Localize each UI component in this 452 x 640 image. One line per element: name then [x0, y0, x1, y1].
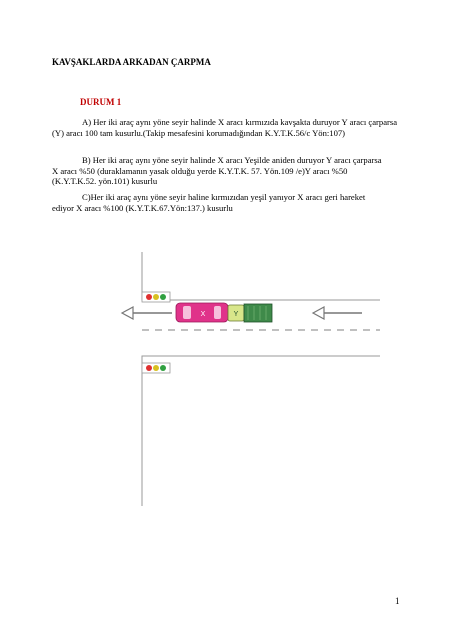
paragraph-line: C)Her iki araç aynı yöne seyir haline kırmızıdan yeşil yanıyor X aracı geri hareket: [82, 192, 366, 202]
road-edge-top: [142, 252, 380, 300]
light-yellow: [153, 294, 159, 300]
paragraph-line: X aracı %50 (duraklamanın yasak olduğu yerde K.Y.T.K. 57. Yön.109 /e)Y aracı %50: [52, 165, 348, 176]
light-yellow: [153, 365, 159, 371]
case-heading: DURUM 1: [80, 97, 122, 107]
light-red: [146, 365, 152, 371]
road-edge-bottom: [142, 356, 380, 506]
paragraph-line: (K.Y.T.K.52. yön.101) kusurlu: [52, 176, 158, 187]
paragraph-line: A) Her iki araç aynı yöne seyir halinde X aracı kırmızıda kavşakta duruyor Y aracı çarparsa: [82, 117, 398, 127]
vehicle-x-label: X: [200, 311, 206, 318]
vehicle-x-car: [176, 303, 228, 322]
light-green: [160, 294, 166, 300]
traffic-light-bottom: [142, 363, 170, 373]
paragraph-line: ediyor X aracı %100 (K.Y.T.K.67.Yön:137.) kusurlu: [52, 202, 233, 213]
paragraph-line: (Y) aracı 100 tam kusurlu.(Takip mesafesini korumadığından K.Y.T.K.56/c Yön:107): [52, 127, 346, 138]
arrow-left-icon: [122, 307, 172, 319]
page-number: 1: [395, 596, 400, 606]
light-green: [160, 365, 166, 371]
vehicle-y-truck: [228, 304, 272, 322]
paragraph-line: B) Her iki araç aynı yöne seyir halinde X aracı Yeşilde aniden duruyor Y aracı çarparsa: [82, 155, 382, 165]
traffic-light-top: [142, 292, 170, 302]
document-title: KAVŞAKLARDA ARKADAN ÇARPMA: [52, 57, 211, 67]
vehicle-y-label: Y: [233, 311, 239, 318]
light-red: [146, 294, 152, 300]
arrow-left-icon: [313, 307, 362, 319]
